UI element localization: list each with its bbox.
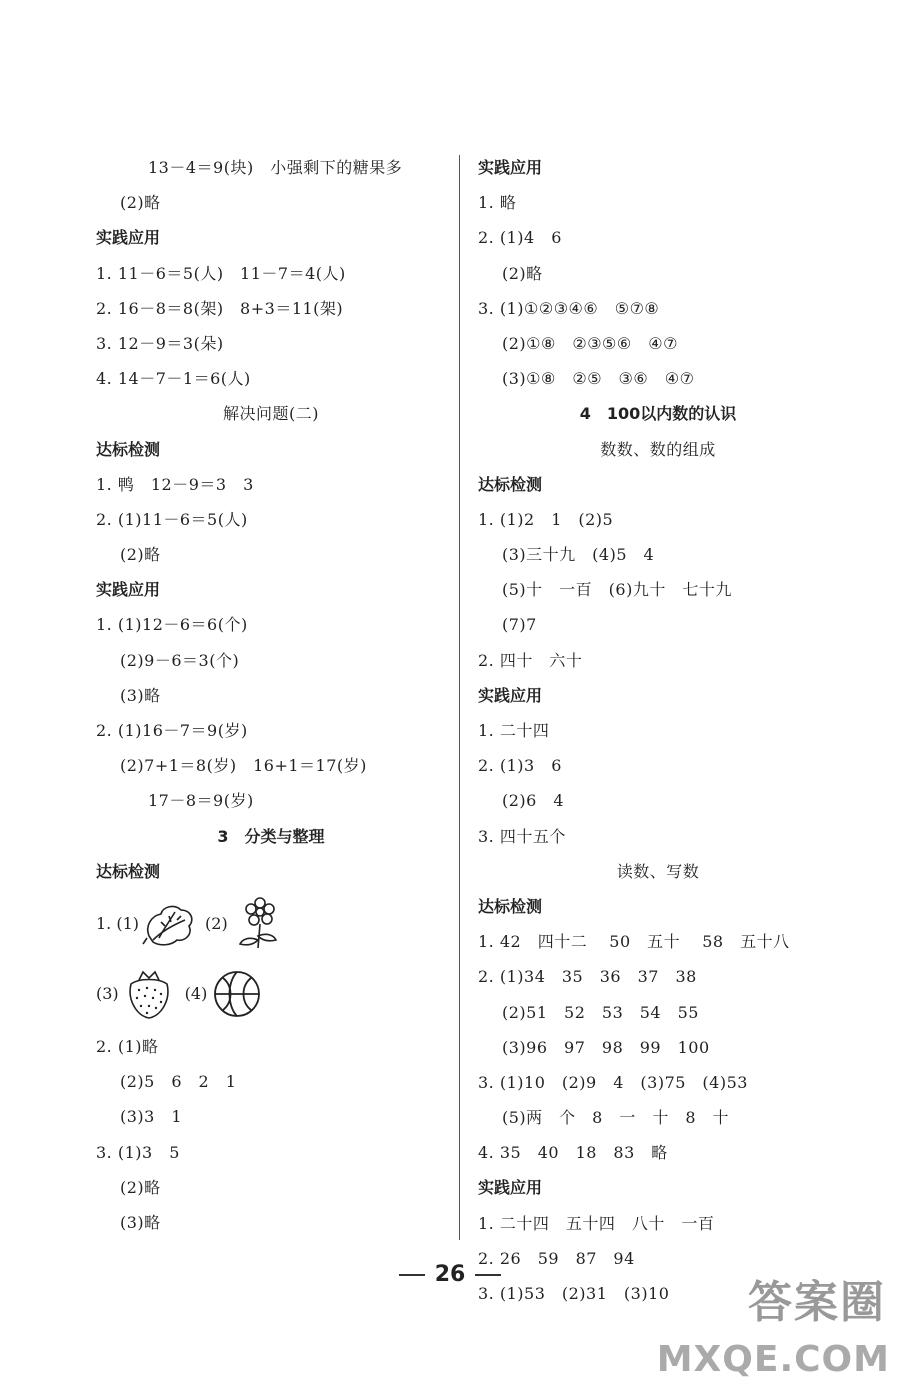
answer-line: 数数、数的组成 <box>600 439 716 459</box>
answer-line: 1. 二十四 <box>478 721 550 740</box>
cabbage-icon <box>141 896 197 952</box>
watermark-logo: 答案圈 <box>748 1277 886 1328</box>
section-heading: 达标检测 <box>96 861 161 881</box>
answer-line: 4. 14－7－1＝6(人) <box>96 369 251 389</box>
section-heading: 实践应用 <box>96 228 161 248</box>
answer-line: (5)两 个 8 一 十 8 十 <box>502 1108 730 1128</box>
answer-line: 2. (1)4 6 <box>478 228 562 248</box>
answer-line: (3)96 97 98 99 100 <box>502 1037 710 1057</box>
section-heading: 实践应用 <box>96 580 161 600</box>
section-heading: 4 100以内数的认识 <box>579 404 737 424</box>
answer-line: 13－4＝9(块) 小强剩下的糖果多 <box>148 158 403 177</box>
answer-line: (5)十 一百 (6)九十 七十九 <box>502 580 732 600</box>
answer-line: (7)7 <box>502 615 537 635</box>
section-heading: 实践应用 <box>478 158 543 177</box>
section-heading: 达标检测 <box>478 474 543 494</box>
answer-line: 2. (1)16－7＝9(岁) <box>96 721 248 740</box>
picture-label: (4) <box>184 984 208 1004</box>
answer-line: 读数、写数 <box>616 861 700 881</box>
picture-label: (2) <box>205 914 228 934</box>
strawberry-icon <box>121 966 177 1022</box>
answer-line: (2)略 <box>120 545 161 565</box>
answer-line: 1. 二十四 五十四 八十 一百 <box>478 1213 715 1233</box>
watermark-url: MXQE.COM <box>656 1339 890 1380</box>
picture-label: (3) <box>96 984 119 1004</box>
answer-line: 1. 略 <box>478 193 517 213</box>
answer-line: (2)9－6＝3(个) <box>120 650 240 670</box>
answer-line: (3)3 1 <box>120 1107 183 1127</box>
answer-line: 1. 42 四十二 50 五十 58 五十八 <box>478 932 790 952</box>
answer-line: (2)6 4 <box>502 791 565 811</box>
column-divider <box>459 155 460 1240</box>
section-heading: 达标检测 <box>478 896 543 916</box>
section-heading: 达标检测 <box>96 439 161 459</box>
section-heading: 实践应用 <box>478 685 543 705</box>
answer-line: 3. (1)10 (2)9 4 (3)75 (4)53 <box>478 1072 748 1092</box>
answer-line: 4. 35 40 18 83 略 <box>478 1143 668 1163</box>
answer-line: (3)略 <box>120 685 161 705</box>
section-heading: 3 分类与整理 <box>217 826 325 846</box>
answer-line: (2)①⑧ ②③⑤⑥ ④⑦ <box>502 333 678 353</box>
answer-line: 3. 四十五个 <box>478 826 566 846</box>
answer-line: 2. (1)3 6 <box>478 756 562 776</box>
answer-line: 2. 16－8＝8(架) 8+3＝11(架) <box>96 298 344 318</box>
right-column <box>478 150 838 1311</box>
answer-line: 1. (1)2 1 (2)5 <box>478 509 614 529</box>
answer-line: 2. 四十 六十 <box>478 650 583 670</box>
answer-line: 3. (1)①②③④⑥ ⑤⑦⑧ <box>478 298 660 318</box>
answer-line: (2)略 <box>120 193 161 213</box>
answer-line: 17－8＝9(岁) <box>148 791 254 811</box>
answer-line: 2. (1)34 35 36 37 38 <box>478 967 697 987</box>
answer-line: (3)①⑧ ②⑤ ③⑥ ④⑦ <box>502 369 695 389</box>
answer-line: 解决问题(二) <box>223 404 319 424</box>
picture-row-1 <box>96 889 446 959</box>
answer-line: (2)略 <box>502 263 543 283</box>
picture-row-2 <box>96 959 446 1029</box>
answer-line: 1. (1)12－6＝6(个) <box>96 615 248 635</box>
answer-line: 1. 鸭 12－9＝3 3 <box>96 474 254 494</box>
answer-line: (2)略 <box>120 1177 161 1197</box>
answer-line: 2. (1)略 <box>96 1036 159 1056</box>
dash-right <box>475 1274 501 1276</box>
picture-label: 1. (1) <box>96 914 140 934</box>
page-number-text: 26 <box>434 1262 466 1287</box>
dash-left <box>399 1274 425 1276</box>
answer-line: (3)三十九 (4)5 4 <box>502 545 655 565</box>
section-heading: 实践应用 <box>478 1178 543 1198</box>
answer-line: 2. (1)11－6＝5(人) <box>96 509 248 529</box>
answer-line: (3)略 <box>120 1212 161 1232</box>
answer-line: 3. (1)53 (2)31 (3)10 <box>478 1284 670 1303</box>
answer-line: 1. 11－6＝5(人) 11－7＝4(人) <box>96 263 346 283</box>
answer-line: (2)5 6 2 1 <box>120 1072 237 1092</box>
answer-line: (2)7+1＝8(岁) 16+1＝17(岁) <box>120 756 367 776</box>
answer-line: 3. 12－9＝3(朵) <box>96 333 224 353</box>
answer-line: 3. (1)3 5 <box>96 1142 180 1162</box>
flower-icon <box>230 896 286 952</box>
answer-line: 2. 26 59 87 94 <box>478 1248 635 1268</box>
basketball-icon <box>209 966 265 1022</box>
answer-line: (2)51 52 53 54 55 <box>502 1002 699 1022</box>
left-column <box>96 150 446 1240</box>
